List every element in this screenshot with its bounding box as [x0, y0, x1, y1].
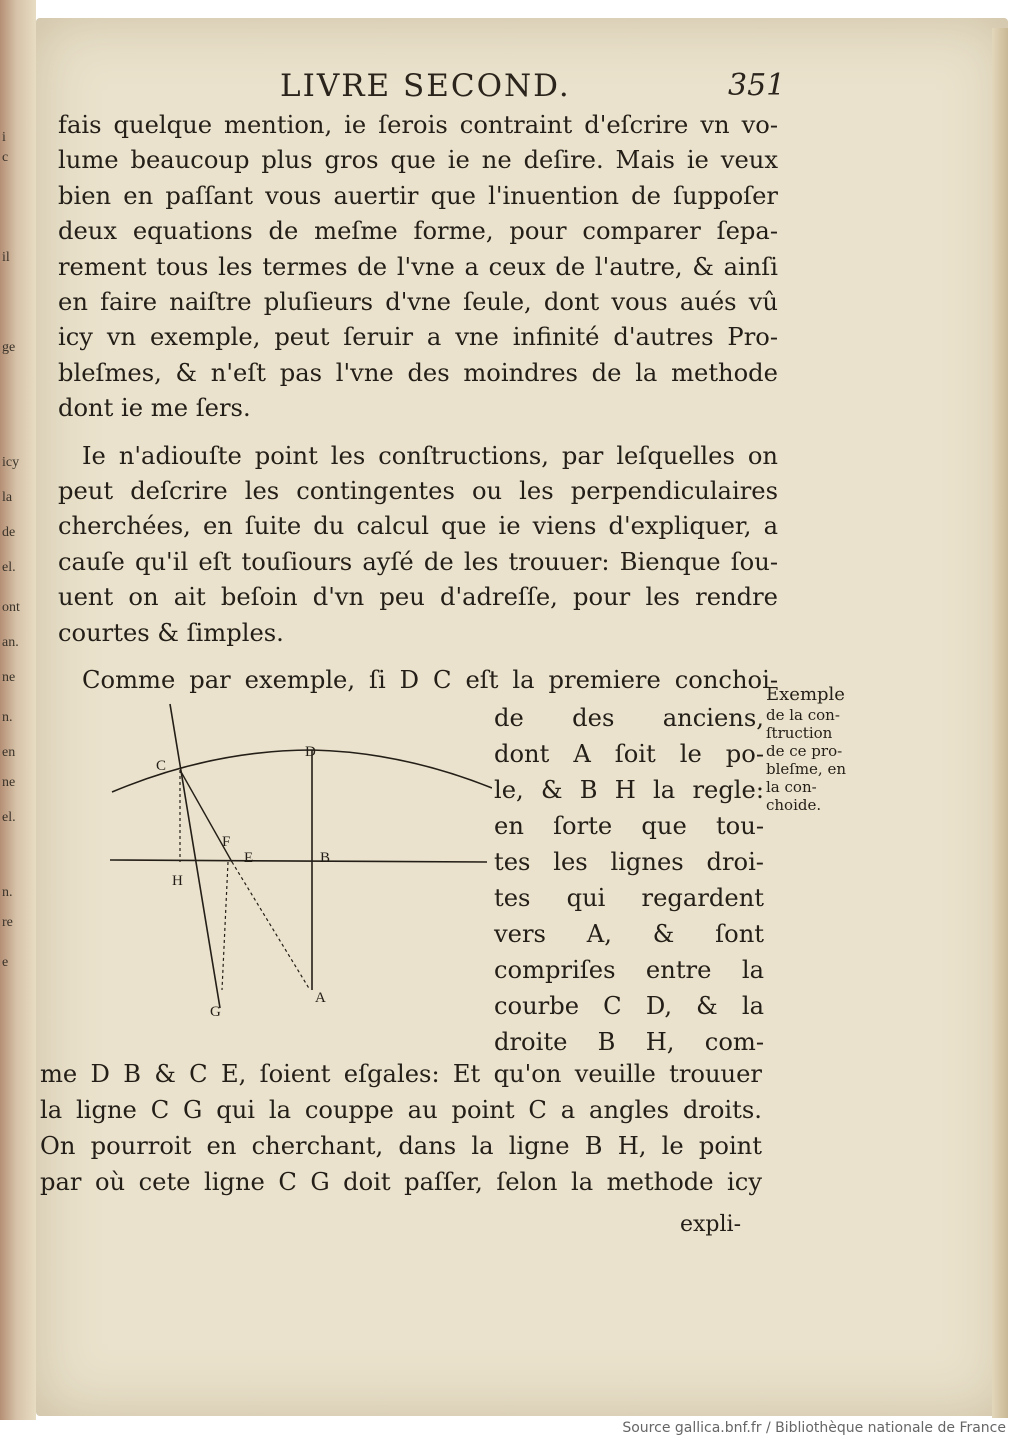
text-line: deux equations de meſme forme, pour comparer ſepa-: [58, 217, 778, 246]
figure-label-b: B: [320, 850, 331, 866]
previous-page-fragment: de: [2, 525, 16, 540]
marginal-line: Exemple: [766, 684, 845, 705]
previous-page-fragment: el.: [2, 560, 16, 575]
marginal-line: ſtruction: [766, 724, 833, 742]
text-line: courtes & ſimples.: [58, 618, 284, 647]
previous-page-fragment: el.: [2, 810, 16, 825]
marginal-line: de la con-: [766, 706, 840, 724]
previous-page-fragment: la: [2, 490, 13, 505]
running-head: LIVRE SECOND.: [280, 68, 571, 104]
text-line: droite B H, com-: [494, 1028, 764, 1056]
text-line: vers A, & ſont: [494, 920, 764, 948]
figure-dotted-ea: [232, 862, 310, 990]
text-line: bleſmes, & n'eſt pas l'vne des moindres de la methode: [58, 358, 778, 387]
text-line: On pourroit en cherchant, dans la ligne B H, le point: [40, 1132, 762, 1160]
previous-page-fragment: icy: [2, 455, 20, 470]
page-edge-shadow: [992, 28, 1008, 1418]
text-beside-figure: [494, 700, 764, 1060]
previous-page-fragment: ne: [2, 670, 16, 685]
source-attribution: Source gallica.bnf.fr / Bibliothèque nationale de France: [622, 1420, 1006, 1436]
text-line: le, & B H la regle:: [494, 776, 764, 804]
figure-label-e: E: [244, 850, 254, 866]
conchoid-figure: [72, 690, 492, 1020]
paragraph-start-line: Ie n'adiouſte point les conſtructions, par leſquelles on: [82, 441, 778, 470]
paragraph-start-line: Comme par exemple, ſi D C eſt la premiere conchoi-: [82, 666, 778, 695]
previous-page-fragment: ne: [2, 775, 16, 790]
previous-page-fragment: n.: [2, 710, 13, 725]
marginal-line: la con-: [766, 778, 817, 796]
marginal-line: bleſme, en: [766, 760, 847, 778]
previous-page-edge: [0, 0, 36, 1420]
previous-page-fragment: an.: [2, 635, 19, 650]
text-line: par où cete ligne C G doit paſſer, ſelon la methode icy: [40, 1168, 762, 1196]
figure-curve-cd: [112, 750, 492, 792]
text-line: la ligne C G qui la couppe au point C a angles droits.: [40, 1096, 762, 1124]
text-line: cauſe qu'il eſt touſiours ayſé de les trouuer: Bienque ſou-: [58, 547, 778, 576]
text-line: compriſes entre la: [494, 956, 764, 984]
previous-page-fragment: il: [2, 250, 10, 265]
page-number: 351: [728, 68, 786, 103]
figure-label-c: C: [156, 758, 167, 774]
marginal-note: [766, 684, 876, 814]
previous-page-fragment: re: [2, 915, 13, 930]
text-line: lume beaucoup plus gros que ie ne deſire. Mais ie veux: [58, 146, 778, 175]
previous-page-fragment: c: [2, 150, 9, 165]
marginal-line: choide.: [766, 796, 822, 814]
text-line: en faire naiſtre pluſieurs d'vne ſeule, dont vous aués vû: [58, 288, 778, 317]
figure-label-f: F: [222, 834, 231, 850]
figure-dotted-eg: [222, 862, 228, 990]
text-line: me D B & C E, ſoient eſgales: Et qu'on veuille trouuer: [40, 1060, 762, 1088]
text-line: dont A ſoit le po-: [494, 740, 764, 768]
figure-line-cg: [170, 704, 220, 1008]
figure-label-g: G: [210, 1004, 221, 1020]
text-line: tes les lignes droi-: [494, 848, 764, 876]
text-line: icy vn exemple, peut ſeruir a vne infinité d'autres Pro-: [58, 323, 778, 352]
figure-label-d: D: [305, 744, 316, 760]
text-line: bien en paſſant vous auertir que l'inuention de ſuppoſer: [58, 181, 778, 210]
text-line: en ſorte que tou-: [494, 812, 764, 840]
body-text-top: [58, 108, 778, 699]
body-text-bottom: [40, 1056, 762, 1200]
text-line: fais quelque mention, ie ſerois contraint d'eſcrire vn vo-: [58, 111, 778, 139]
marginal-line: de ce pro-: [766, 742, 843, 760]
previous-page-fragment: ge: [2, 340, 16, 355]
text-line: peut deſcrire les contingentes ou les perpendiculaires: [58, 477, 778, 506]
text-line: rement tous les termes de l'vne a ceux de l'autre, & ainſi: [58, 252, 778, 281]
text-line: courbe C D, & la: [494, 992, 764, 1020]
figure-line-bh: [110, 860, 487, 862]
text-line: tes qui regardent: [494, 884, 764, 912]
previous-page-fragment: n.: [2, 885, 13, 900]
previous-page-fragment: en: [2, 745, 16, 760]
text-line: uent on ait beſoin d'vn peu d'adreſſe, pour les rendre: [58, 583, 778, 612]
previous-page-fragment: i: [2, 130, 6, 145]
figure-label-a: A: [315, 990, 326, 1006]
previous-page-fragment: e: [2, 955, 9, 970]
text-line: de des anciens,: [494, 704, 764, 732]
text-line: cherchées, en ſuite du calcul que ie viens d'expliquer, a: [58, 512, 778, 541]
catchword: expli-: [680, 1212, 742, 1237]
previous-page-fragment: ont: [2, 600, 20, 615]
text-line: dont ie me ſers.: [58, 394, 251, 423]
figure-label-h: H: [172, 873, 183, 889]
